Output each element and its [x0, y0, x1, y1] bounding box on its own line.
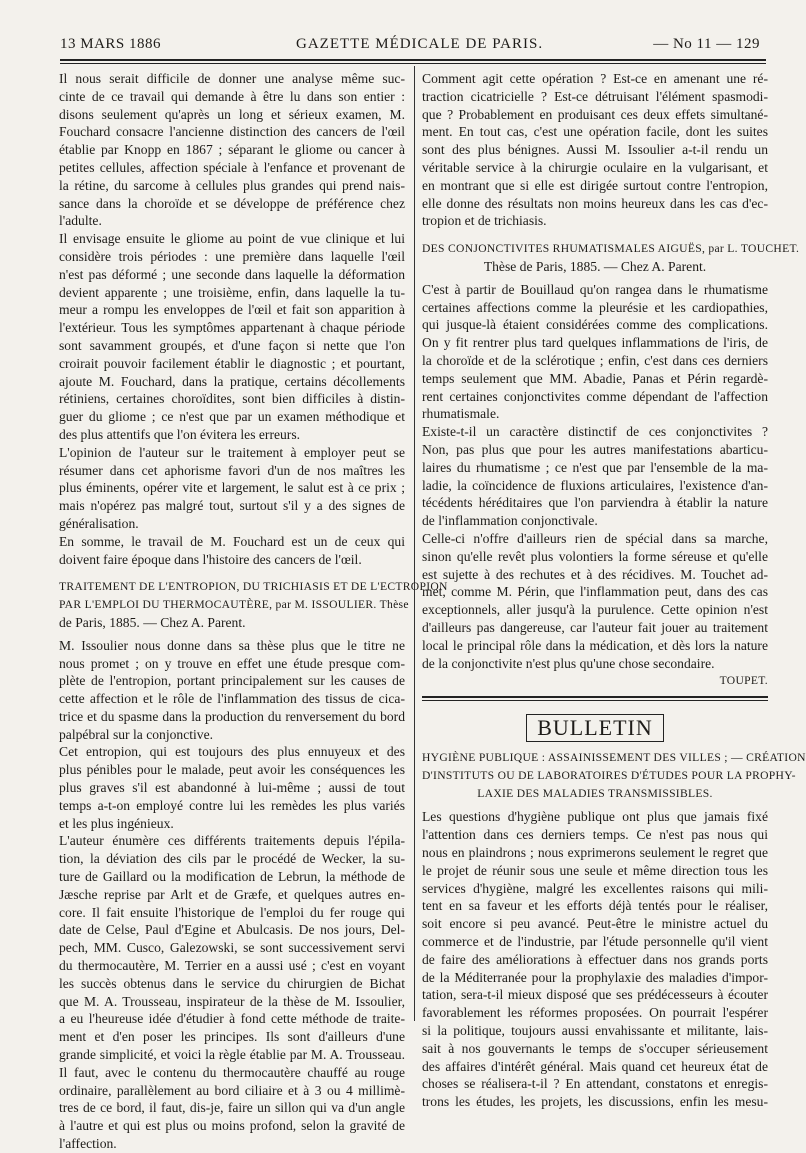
bulletin-title [422, 749, 806, 802]
text-line: l'attention dans ces derniers temps. Ce n'est pas nous qui [422, 827, 768, 843]
text-line: d'ailleurs pas dangereuse, car l'auteur fait jouer au traitement [422, 619, 768, 635]
section-title-line: DES CONJONCTIVITES RHUMATISMALES AIGUËS, par L. TOUCHET. [422, 242, 800, 256]
text-line: petites cellules, affection spéciale à l'enfance et provenant de [59, 159, 405, 175]
text-line: cinte de ce travail qui demande à être lu dans son entier : [59, 88, 405, 104]
text-line: résumer dans cet aphorisme favori d'un de nos maîtres les [59, 462, 405, 478]
text-line: soit encore si peu avancé. Peut-être le ministre actuel du [422, 916, 768, 932]
bulletin-title-line: D'INSTITUTS OU DE LABORATOIRES D'ÉTUDES POUR LA PROPHY- [422, 768, 796, 782]
text-line: rent certaines conjonctivites comme dépendant de l'affection [422, 388, 768, 404]
text-line: doivent faire époque dans l'histoire des cancers de l'œil. [59, 551, 362, 567]
section-title-line: PAR L'EMPLOI DU THERMOCAUTÈRE, par M. ISSOULIER. Thèse [59, 598, 409, 612]
text-line: mais n'opérez pas malgré tout, surtout s'il y a des signes de [59, 498, 405, 514]
text-line: sait à nos gouvernants le temps de s'occuper sérieusement [422, 1040, 768, 1056]
text-line: établie par Knopp en 1867 ; séparant le gliome ou cancer à [59, 142, 405, 158]
text-line: nous promet ; on y trouve en effet une étude presque com- [59, 655, 405, 671]
page-header [60, 36, 760, 56]
text-line: l'affection. [59, 1136, 117, 1152]
text-line: a eu l'heureuse idée d'étudier à fond cette méthode de traite- [59, 1011, 405, 1027]
column-divider [414, 66, 415, 1021]
text-line: du thermocautère, M. Terrier en a aussi usé ; c'est en voyant [59, 958, 405, 974]
text-line: favorablement les réformes proposées. On pourrait l'espérer [422, 1005, 768, 1021]
text-line: ladie, la coïncidence de fluxions articulaires, l'existence d'an- [422, 477, 768, 493]
text-line: devient apparente ; une troisième, enfin, dans laquelle la tu- [59, 284, 405, 300]
text-line: si la politique, toujours aussi envahissante et militante, lais- [422, 1023, 768, 1039]
text-line: C'est à partir de Bouillaud qu'on rangea dans le rhumatisme [422, 281, 768, 297]
text-line: En somme, le travail de M. Fouchard est un de ceux qui [59, 533, 405, 549]
text-line: le projet de réunir sous une seule et même direction tous les [422, 862, 768, 878]
text-line: certaines affections comme la pleurésie et les cardiopathies, [422, 299, 768, 315]
text-line: trice et du spasme dans la production du renversement du bord [59, 708, 405, 724]
text-line: pech, MM. Cusco, Galezowski, se sont successivement servi [59, 940, 405, 956]
text-line: croirait pouvoir facilement établir le diagnostic ; et pourtant, [59, 355, 405, 371]
text-line: tation, sera-t-il mieux disposé que ses prédécesseurs à écouter [422, 987, 768, 1003]
text-line: Jæsche reprise par Arlt et de Græfe, et quelques autres en- [59, 886, 405, 902]
text-line: M. Issoulier nous donne dans sa thèse plus que le titre ne [59, 637, 405, 653]
text-line: est sujette à des rechutes et à des récidives. M. Touchet ad- [422, 566, 768, 582]
spacer [59, 568, 405, 578]
issue-date: 13 MARS 1886 [60, 36, 162, 52]
text-line: que M. A. Trousseau, inspirateur de la thèse de M. Issoulier, [59, 993, 405, 1009]
text-line: date de Celse, Paul d'Egine et Abulcasis. De nos jours, Del- [59, 922, 405, 938]
text-line: guer du gliome ; ce n'est que par un examen méthodique et [59, 409, 405, 425]
text-line: Il nous serait difficile de donner une analyse même suc- [59, 71, 405, 86]
text-line: qui jusque-là étaient considérées comme des complications. [422, 317, 768, 333]
text-line: exceptionnels, aller jusqu'à la purulence. Cette opinion n'est [422, 602, 768, 618]
text-line: sinon qu'elle revêt plus volontiers la forme séreuse et qu'elle [422, 548, 768, 564]
text-line: nous en plaindrons ; nous exprimerons seulement le regret que [422, 845, 768, 861]
text-line: de la conjonctivite n'est plus qu'une chose secondaire. [422, 655, 715, 671]
text-line: et les plus ingénieux. [59, 815, 174, 831]
text-line: des affaires d'intérêt général. Mais quand cet heureux état de [422, 1058, 768, 1074]
text-line: temps seulement que MM. Abadie, Panas et Périn regardè- [422, 370, 768, 386]
text-line: l'adulte. [59, 213, 102, 229]
text-line: services d'hygiène, malgré les excellentes raisons qui mili- [422, 880, 768, 896]
bulletin-heading-text: BULLETIN [526, 714, 664, 742]
text-line: ordinaire, parallèlement au bord ciliaire et à 3 ou 4 millimè- [59, 1082, 405, 1098]
text-line: ment et d'en poser les principes. Ils sont d'ailleurs d'une [59, 1029, 405, 1045]
text-line: considère trois périodes : une première dans laquelle l'œil [59, 248, 405, 264]
text-line: choses se réalisera-t-il ? En attendant, constatons et enregis- [422, 1076, 768, 1092]
text-line: rétiniens, certaines choroïdites, sont bien difficiles à distin- [59, 391, 405, 407]
text-line: sont des plus bénignes. Aussi M. Issoulier a-t-il rendu un [422, 142, 768, 158]
text-line: de Paris, 1885. — Chez A. Parent. [59, 614, 246, 630]
text-line: sont savamment groupés, et d'une façon si nette que l'on [59, 337, 405, 353]
text-line: plus pénibles pour le malade, peut avoir les conséquences les [59, 762, 405, 778]
text-line: Non, pas plus que pour les autres manifestations abarticu- [422, 441, 768, 457]
text-line: disons seulement qu'après un long et sérieux examen, M. [59, 106, 405, 122]
text-line: véritable service à la chirurgie oculaire en la vulgarisant, et [422, 159, 768, 175]
page-number: — No 11 — 129 [653, 36, 760, 52]
text-line: local le principal rôle dans la médication, et dès lors la nature [422, 637, 768, 653]
text-line: laires du rhumatisme ; ce n'est que par l'ensemble de la ma- [422, 459, 768, 475]
text-line: ment. En tout cas, c'est une opération facile, dont les suites [422, 124, 768, 140]
text-line: ajoute M. Fouchard, dans la pratique, certains décollements [59, 373, 405, 389]
text-line: la rétine, du sarcome à cellules plus grandes qui prend nais- [59, 177, 405, 193]
text-line: des plus attentifs que l'on évitera les erreurs. [59, 426, 301, 442]
text-line: plus éminents, opérer vite et largement, le salut est à ce prix ; [59, 480, 405, 496]
text-line: sance dans la choroïde et se développe de préférence chez [59, 195, 405, 211]
text-line: grande simplicité, et voici la règle établie par M. A. Trousseau. [59, 1047, 405, 1063]
text-line: plus graves s'il est abandonné à lui-même ; aussi de tout [59, 780, 405, 796]
header-rule [60, 59, 766, 61]
text-line: n'est pas déformé ; une seconde dans laquelle la déformation [59, 266, 405, 282]
text-line: de la Méditerranée pour la prophylaxie des maladies d'impor- [422, 969, 768, 985]
bulletin-title-line: HYGIÈNE PUBLIQUE : ASSAINISSEMENT DES VILLES ; — CRÉATION [422, 751, 806, 765]
left-column [59, 70, 448, 1153]
text-line: palpébral sur la conjonctive. [59, 726, 214, 742]
text-line: Il envisage ensuite le gliome au point de vue clinique et lui [59, 231, 405, 247]
bulletin-rule [422, 696, 768, 698]
text-line: Existe-t-il un caractère distinctif de ces conjonctivites ? [422, 424, 768, 440]
text-line: meur a rompu les enveloppes de l'œil et fait son apparition à [59, 302, 405, 318]
text-line: généralisation. [59, 515, 139, 531]
text-line: rhumatismale. [422, 406, 500, 422]
text-line: l'extérieur. Tous les symptômes appartenant à chaque période [59, 320, 405, 336]
section-title-line: TRAITEMENT DE L'ENTROPION, DU TRICHIASIS ET DE L'ECTROPION [59, 580, 448, 594]
text-line: trons les études, les projets, les discussions, enfin les mesu- [422, 1094, 768, 1110]
text-line: Cet entropion, qui est toujours des plus ennuyeux et des [59, 744, 405, 760]
header-rule-thin [60, 63, 766, 64]
publication-title: GAZETTE MÉDICALE DE PARIS. [296, 36, 544, 52]
text-line: L'opinion de l'auteur sur le traitement à employer peut se [59, 444, 405, 460]
text-line: tion, la déviation des cils par le procédé de Wecker, la su- [59, 851, 405, 867]
text-line: de faire des améliorations à effectuer dans nos grands ports [422, 951, 768, 967]
text-line: On y fit rentrer plus tard quelques inflammations de l'iris, de [422, 335, 768, 351]
author-signature: TOUPET. [719, 674, 768, 688]
text-line: plète de l'entropion, portant principalement sur les causes de [59, 673, 405, 689]
text-line: commerce et de l'industrie, par l'étude personnelle qu'il vient [422, 934, 768, 950]
text-line: que ? Probablement en produisant ces deux effets simultané- [422, 106, 768, 122]
bulletin-title-line: LAXIE DES MALADIES TRANSMISSIBLES. [477, 786, 713, 800]
text-line: les succès obtenus dans le service du chirurgien de Bichat [59, 975, 405, 991]
text-line: Les questions d'hygiène publique ont plus que jamais fixé [422, 809, 768, 825]
text-line: Celle-ci n'offre d'ailleurs rien de spécial dans sa marche, [422, 530, 768, 546]
text-line: core. Il fait ensuite l'historique de l'emploi du fer rouge qui [59, 904, 405, 920]
text-line: Il faut, avec le contenu du thermocautère chauffé au rouge [59, 1064, 405, 1080]
text-line: tres de ce bord, il faut, dis-je, faire un sillon qui va d'un angle [59, 1100, 405, 1116]
text-line: Fouchard consacre l'ancienne distinction des cancers de l'œil [59, 124, 405, 140]
text-line: temps a-t-on employé contre lui les remèdes les plus variés [59, 797, 405, 813]
right-column [422, 70, 806, 1111]
text-line: técédents héréditaires que l'on parviendra à établir la nature [422, 495, 768, 511]
text-line: ture de Gaillard ou la modification de Lebrun, la méthode de [59, 869, 405, 885]
text-line: L'auteur énumère ces différents traitements depuis l'épila- [59, 833, 405, 849]
text-line: elle donne des résultats non moins heureux dans les cas d'ec- [422, 195, 768, 211]
text-line: en montrant que si elle est dirigée surtout contre l'entropion, [422, 177, 768, 193]
text-line: Thèse de Paris, 1885. — Chez A. Parent. [483, 258, 707, 274]
text-line: de l'inflammation conjonctivale. [422, 513, 598, 529]
text-line: traction cicatricielle ? Est-ce détruisant l'élément spasmodi- [422, 88, 768, 104]
bulletin-heading [422, 711, 768, 745]
text-line: cette affection et le rôle de l'inflammation des tissus de cica- [59, 691, 405, 707]
bulletin-body [422, 808, 768, 1111]
reviews-section [422, 70, 800, 690]
text-line: met, comme M. Périn, que l'inflammation peut, dans des cas [422, 584, 768, 600]
spacer [422, 230, 768, 240]
text-line: Comment agit cette opération ? Est-ce en amenant une ré- [422, 71, 768, 86]
text-line: tent en sa faveur et les efforts déjà tentés pour le réaliser, [422, 898, 768, 914]
text-line: tropion et de trichiasis. [422, 213, 547, 229]
text-line: la choroïde et de la sclérotique ; enfin, c'est dans ces derniers [422, 352, 768, 368]
text-line: à l'autre et qui est plus ou moins profond, selon la gravité de [59, 1118, 405, 1134]
